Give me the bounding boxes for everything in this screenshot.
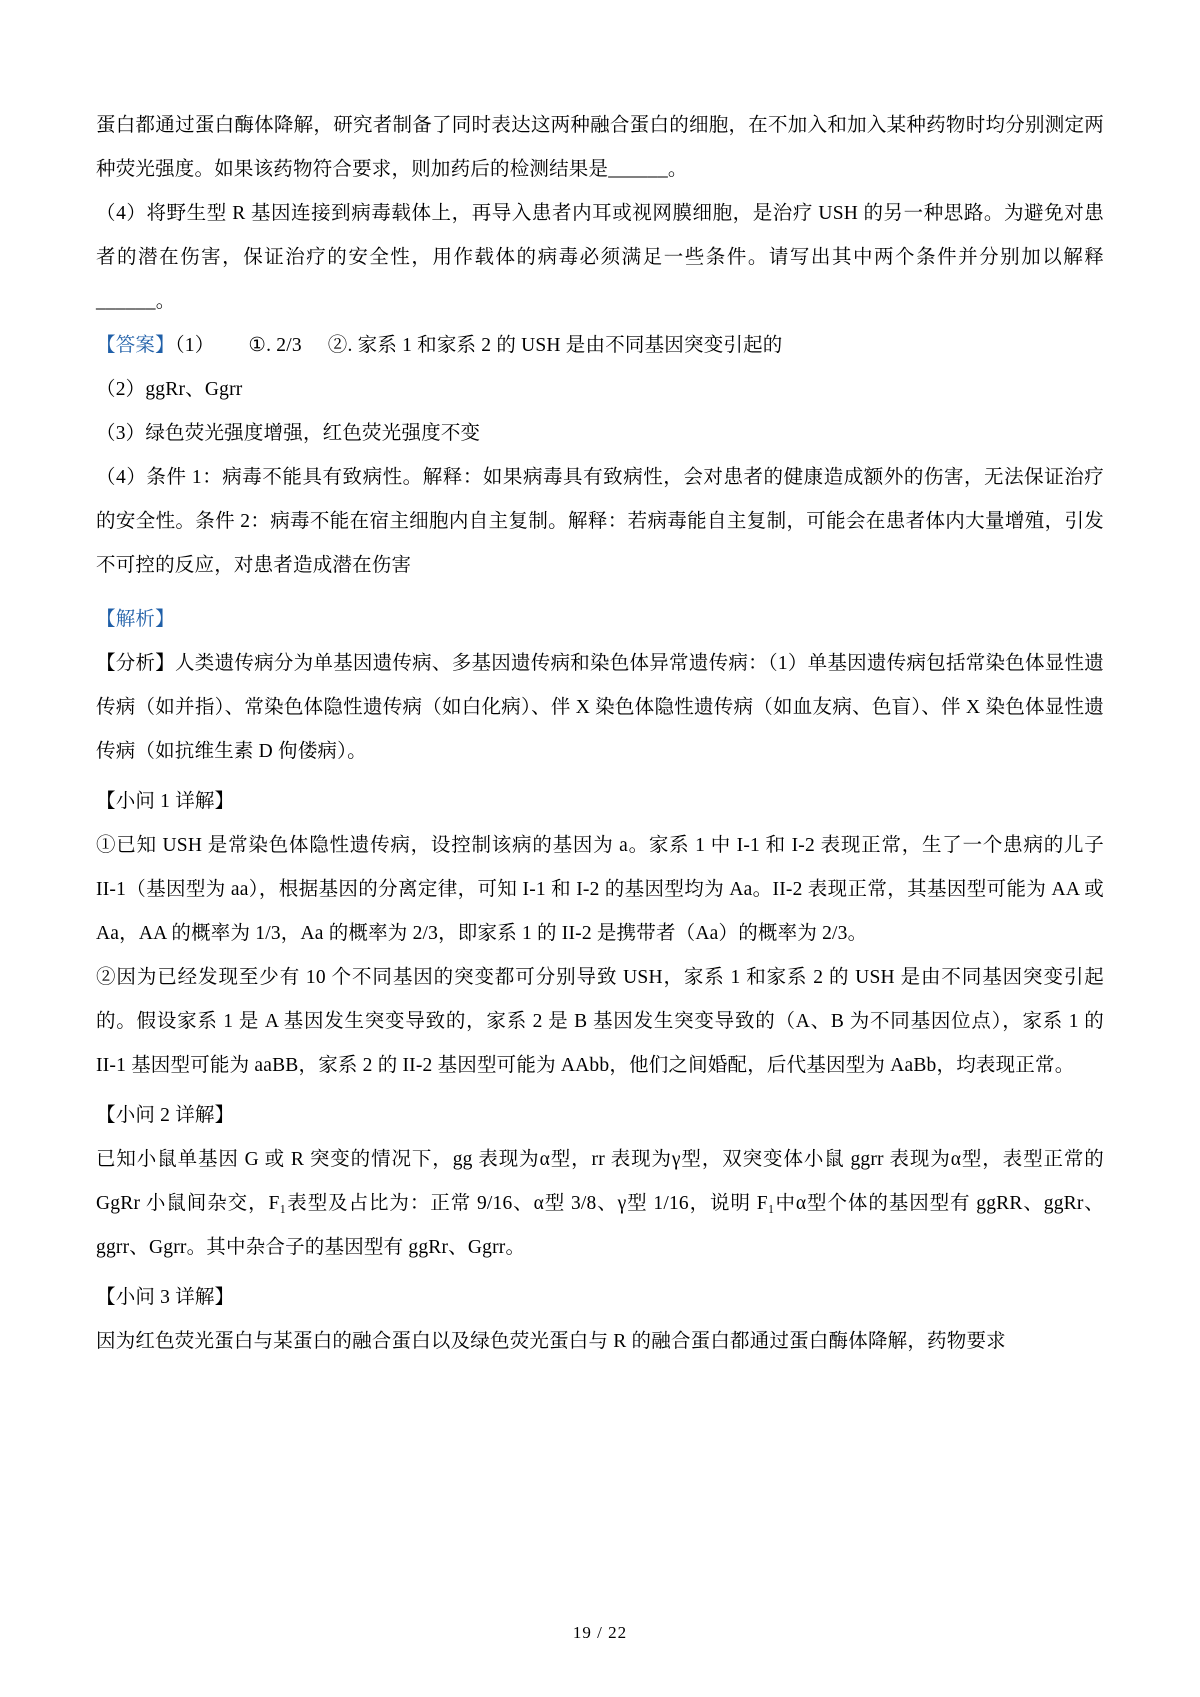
answer-label: 【答案】 (96, 335, 175, 356)
answer-line-1 (96, 324, 1104, 368)
answer-item-1-sub-1: ①. 2/3 (248, 335, 302, 356)
section-heading-1: 【小问 1 详解】 (96, 791, 235, 812)
document-body (96, 104, 1104, 1364)
analysis-label: 【解析】 (96, 609, 175, 630)
paragraph-continuation: 蛋白都通过蛋白酶体降解，研究者制备了同时表达这两种融合蛋白的细胞，在不加入和加入某种药物时均分别测定两种荧光强度。如果该药物符合要求，则加药后的检测结果是______。 (96, 115, 1104, 180)
section-1-paragraph-2: ②因为已经发现至少有 10 个不同基因的突变都可分别导致 USH，家系 1 和家系 2 的 USH 是由不同基因突变引起的。假设家系 1 是 A 基因发生突变导致的，家系 2 是 B 基因发生突变导致的（A、B 为不同基因位点），家系 1 的 II‑1 基因型可能为 aaBB，家系 2 的 II‑2 基因型可能为 AAbb，他们之间婚配，后代基因型为 AaBb，均表现正常。 (96, 967, 1104, 1076)
page-footer (0, 1623, 1200, 1643)
section-3-text: 因为红色荧光蛋白与某蛋白的融合蛋白以及绿色荧光蛋白与 R 的融合蛋白都通过蛋白酶体降解，药物要求 (96, 1331, 1006, 1352)
analysis-overview (96, 642, 1104, 774)
analysis-overview-label: 【分析】 (96, 653, 176, 674)
answer-item-3: （3）绿色荧光强度增强，红色荧光强度不变 (96, 423, 481, 444)
section-heading-3: 【小问 3 详解】 (96, 1287, 235, 1308)
section-heading-2: 【小问 2 详解】 (96, 1105, 235, 1126)
answer-item-2: （2）ggRr、Ggrr (96, 379, 243, 400)
paragraph-question-4: （4）将野生型 R 基因连接到病毒载体上，再导入患者内耳或视网膜细胞，是治疗 USH 的另一种思路。为避免对患者的潜在伤害，保证治疗的安全性，用作载体的病毒必须满足一些条件。请写出其中两个条件并分别加以解释______。 (96, 203, 1104, 312)
section-3-paragraph-1 (96, 1320, 1104, 1364)
page-number: 19 / 22 (572, 1623, 628, 1642)
answer-item-1-sub-2: ②. 家系 1 和家系 2 的 USH 是由不同基因突变引起的 (327, 335, 783, 356)
spacer (96, 588, 1104, 598)
section-1-paragraph-1: ①已知 USH 是常染色体隐性遗传病，设控制该病的基因为 a。家系 1 中 I‑1 和 I‑2 表现正常，生了一个患病的儿子 II‑1（基因型为 aa），根据基因的分离定律，可知 I‑1 和 I‑2 的基因型均为 Aa。II‑2 表现正常，其基因型可能为 AA 或 Aa，AA 的概率为 1/3，Aa 的概率为 2/3，即家系 1 的 II‑2 是携带者（Aa）的概率为 2/3。 (96, 835, 1104, 944)
answer-item-1-prefix: （1） (174, 335, 215, 356)
section-2-paragraph-1: 已知小鼠单基因 G 或 R 突变的情况下，gg 表现为α型，rr 表现为γ型，双突变体小鼠 ggrr 表现为α型，表型正常的 GgRr 小鼠间杂交，F₁表型及占比为：正常 9/16、α型 3/8、γ型 1/16，说明 F₁中α型个体的基因型有 ggRR、ggRr、ggrr、Ggrr。其中杂合子的基因型有 ggRr、Ggrr。 (96, 1149, 1104, 1258)
answer-item-4: （4）条件 1：病毒不能具有致病性。解释：如果病毒具有致病性，会对患者的健康造成额外的伤害，无法保证治疗的安全性。条件 2：病毒不能在宿主细胞内自主复制。解释：若病毒能自主复制，可能会在患者体内大量增殖，引发不可控的反应，对患者造成潜在伤害 (96, 467, 1104, 576)
analysis-overview-text: 人类遗传病分为单基因遗传病、多基因遗传病和染色体异常遗传病：（1）单基因遗传病包括常染色体显性遗传病（如并指）、常染色体隐性遗传病（如白化病）、伴 X 染色体隐性遗传病（如血友病、色盲）、伴 X 染色体显性遗传病（如抗维生素 D 佝偻病）。 (96, 653, 1104, 762)
